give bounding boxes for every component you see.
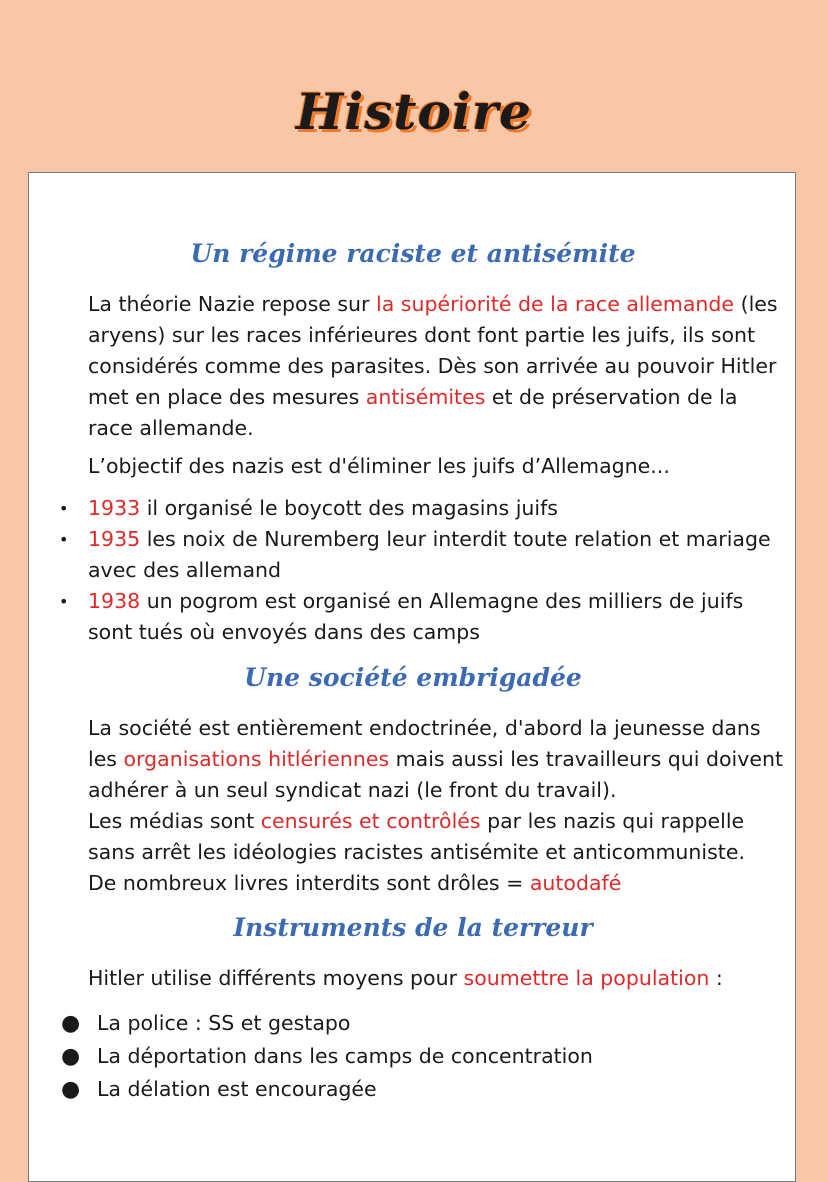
paragraph-societe: La société est entièrement endoctrinée, d'abord la jeunesse dans les organisations hitlériennes mais aussi les travailleurs qui doivent adhérer à un seul syndicat nazi (le front du travail). Les médias sont censurés et contrôlés par les nazis qui rappelle sans arrêt les idéologies racistes antisémite et anticommuniste. De nombreux livres interdits sont drôles = autodafé [88,716,784,895]
bullet-icon: ● [61,1077,81,1102]
list-item: • 1935 les noix de Nuremberg leur interdit toute relation et mariage avec des allemand [29,524,778,586]
bullet-icon: ● [61,1044,81,1069]
list-item: • 1938 un pogrom est organisé en Allemagne des milliers de juifs sont tués où envoyés dans des camps [29,586,778,648]
bullet-icon: • [59,592,69,611]
list-item: ● La délation est encouragée [29,1073,787,1106]
terror-list [29,1007,797,1106]
section-heading-racisme: Un régime raciste et antisémite [190,239,636,268]
page-title: Histoire [296,82,532,141]
bullet-icon: • [59,530,69,549]
paragraph-moyens: Hitler utilise différents moyens pour soumettre la population : [88,966,723,990]
section-heading-societe: Une société embrigadée [244,663,582,692]
list-item: ● La police : SS et gestapo [29,1007,787,1040]
events-list [29,493,797,648]
content-sheet [28,172,796,1182]
bullet-icon: • [59,499,69,518]
list-item: • 1933 il organisé le boycott des magasins juifs [29,493,778,524]
paragraph-objectif: L’objectif des nazis est d'éliminer les juifs d’Allemagne... [88,454,670,478]
section-heading-terreur: Instruments de la terreur [233,913,593,942]
list-item: ● La déportation dans les camps de concentration [29,1040,787,1073]
paragraph-theorie-nazie: La théorie Nazie repose sur la supériorité de la race allemande (les aryens) sur les races inférieures dont font partie les juifs, ils sont considérés comme des parasites. Dès son arrivée au pouvoir Hitler met en place des mesures antisémites et de préservation de la race allemande. [88,292,778,440]
bullet-icon: ● [61,1011,81,1036]
